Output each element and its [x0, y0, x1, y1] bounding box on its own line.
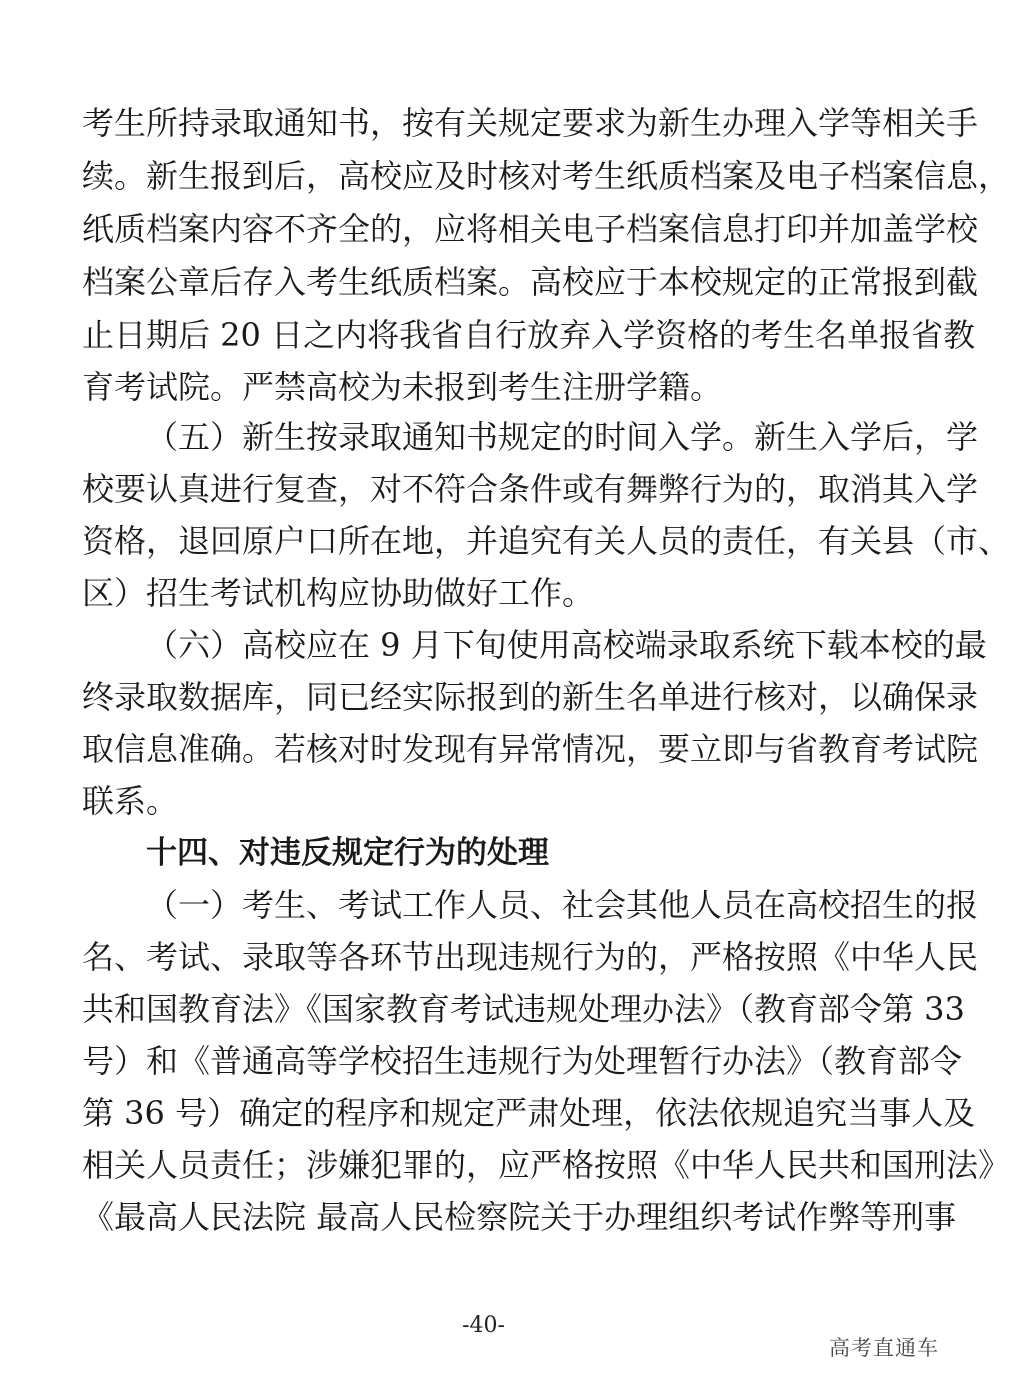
paragraph-first-line: （六）高校应在 9 月下旬使用高校端录取系统下载本校的最 [146, 626, 987, 664]
paragraph-line: 资格，退回原户口所在地，并追究有关人员的责任，有关县（市、 [82, 522, 1010, 560]
paragraph-line: 取信息准确。若核对时发现有异常情况，要立即与省教育考试院 [82, 730, 979, 768]
paragraph-first-line: （五）新生按录取通知书规定的时间入学。新生入学后，学 [146, 418, 979, 456]
paragraph-line: 区）招生考试机构应协助做好工作。 [82, 574, 595, 612]
paragraph-line: 校要认真进行复查，对不符合条件或有舞弊行为的，取消其入学 [82, 470, 979, 508]
paragraph-line: 相关人员责任；涉嫌犯罪的，应严格按照《中华人民共和国刑法》 [82, 1146, 1010, 1184]
watermark-text: 高考直通车 [829, 1336, 939, 1360]
paragraph-line: 育考试院。严禁高校为未报到考生注册学籍。 [82, 368, 723, 406]
paragraph-line: 《最高人民法院 最高人民检察院关于办理组织考试作弊等刑事 [82, 1198, 957, 1236]
page-number: -40- [462, 1313, 505, 1338]
paragraph-line: 纸质档案内容不齐全的，应将相关电子档案信息打印并加盖学校 [82, 210, 979, 248]
paragraph-line: 止日期后 20 日之内将我省自行放弃入学资格的考生名单报省教 [82, 316, 976, 354]
paragraph-line: 名、考试、录取等各环节出现违规行为的，严格按照《中华人民 [82, 938, 979, 976]
paragraph-line: 号）和《普通高等学校招生违规行为处理暂行办法》（教育部令 [82, 1042, 963, 1080]
paragraph-line: 联系。 [82, 782, 179, 820]
section-heading: 十四、对违反规定行为的处理 [146, 835, 549, 871]
paragraph-line: 续。新生报到后，高校应及时核对考生纸质档案及电子档案信息， [82, 157, 1010, 195]
paragraph-line: 考生所持录取通知书，按有关规定要求为新生办理入学等相关手 [82, 104, 979, 142]
paragraph-line: 共和国教育法》《国家教育考试违规处理办法》（教育部令第 33 [82, 990, 965, 1028]
paragraph-line: 档案公章后存入考生纸质档案。高校应于本校规定的正常报到截 [82, 263, 979, 301]
paragraph-line: 终录取数据库，同已经实际报到的新生名单进行核对，以确保录 [82, 678, 979, 716]
paragraph-first-line: （一）考生、考试工作人员、社会其他人员在高校招生的报 [146, 886, 979, 924]
paragraph-line: 第 36 号）确定的程序和规定严肃处理，依法依规追究当事人及 [82, 1094, 976, 1132]
